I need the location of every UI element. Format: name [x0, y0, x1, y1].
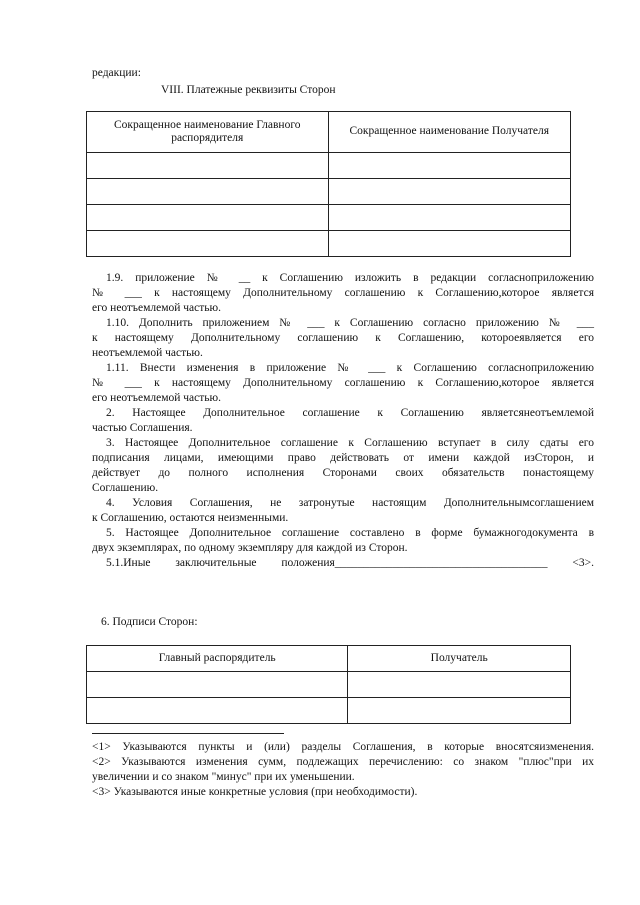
paragraph-1-11-line: 1.11. Внести изменения в приложение № ___ к Соглашению согласноприложению	[106, 362, 594, 374]
paragraph-3-line: 3. Настоящее Дополнительное соглашение к Соглашению вступает в силу сдаты его	[106, 437, 594, 449]
table-cell	[87, 231, 329, 257]
table-row	[87, 179, 571, 205]
paragraph-1-11-line: № ___ к настоящему Дополнительному соглашению к Соглашению,которое является	[92, 377, 594, 389]
table-cell	[348, 698, 571, 724]
paragraph-3-line: действует до полного исполнения Сторонами своих обязательств понастоящему	[92, 467, 594, 479]
paragraph-3-line: подписания лицами, имеющими право действовать от имени каждой изСторон, и	[92, 452, 594, 464]
footnote-2-continued: увеличении и со знаком "минус" при их уменьшении.	[92, 771, 355, 783]
table-cell	[348, 672, 571, 698]
table-cell	[87, 672, 348, 698]
footnote-separator	[92, 733, 284, 734]
footnote-1: <1> Указываются пункты и (или) разделы Соглашения, в которые вносятсяизменения.	[92, 741, 594, 753]
section-8-title: VIII. Платежные реквизиты Сторон	[161, 84, 336, 96]
table-cell	[87, 205, 329, 231]
paragraph-1-9-line: № ___ к настоящему Дополнительному соглашению к Соглашению,которое является	[92, 287, 594, 299]
table-row	[87, 672, 571, 698]
table-row	[87, 153, 571, 179]
paragraph-2-line: 2. Настоящее Дополнительное соглашение к Соглашению являетсянеотъемлемой	[106, 407, 594, 419]
top-fragment: редакции:	[92, 67, 141, 79]
table-row	[87, 698, 571, 724]
paragraph-5-line: двух экземплярах, по одному экземпляру для каждой из Сторон.	[92, 542, 408, 554]
header-chief-distributor: Главный распорядитель	[87, 646, 348, 672]
paragraph-3-line: Соглашению.	[92, 482, 159, 494]
section-6-title: 6. Подписи Сторон:	[101, 616, 198, 628]
footnote-3: <3> Указываются иные конкретные условия (при необходимости).	[92, 786, 418, 798]
paragraph-1-11-line: его неотъемлемой частью.	[92, 392, 221, 404]
table-row	[87, 231, 571, 257]
table-cell	[87, 179, 329, 205]
paragraph-4-line: 4. Условия Соглашения, не затронутые настоящим Дополнительнымсоглашением	[106, 497, 594, 509]
header-chief-distributor: Сокращенное наименование Главного распорядителя	[87, 112, 329, 153]
table-cell	[87, 698, 348, 724]
table-header-row	[87, 646, 571, 672]
header-recipient: Сокращенное наименование Получателя	[328, 112, 571, 153]
paragraph-1-9-line: 1.9. приложение № __ к Соглашению изложить в редакции согласноприложению	[106, 272, 594, 284]
paragraph-1-10-line: к настоящему Дополнительному соглашению к Соглашению, котороеявляется его	[92, 332, 594, 344]
paragraph-1-9-line: его неотъемлемой частью.	[92, 302, 221, 314]
table-cell	[328, 179, 571, 205]
table-cell	[87, 153, 329, 179]
paragraph-5-1-line: 5.1.Иные заключительные положения_____________________________________ <3>.	[106, 557, 594, 569]
table-header-row	[87, 112, 571, 153]
table-row	[87, 205, 571, 231]
header-recipient: Получатель	[348, 646, 571, 672]
paragraph-1-10-line: 1.10. Дополнить приложением № ___ к Соглашению согласно приложению № ___	[106, 317, 594, 329]
table-cell	[328, 153, 571, 179]
paragraph-1-10-line: неотъемлемой частью.	[92, 347, 203, 359]
paragraph-5-line: 5. Настоящее Дополнительное соглашение составлено в форме бумажногодокумента в	[106, 527, 594, 539]
signatures-table	[86, 645, 571, 724]
paragraph-4-line: к Соглашению, остаются неизменными.	[92, 512, 289, 524]
paragraph-2-line: частью Соглашения.	[92, 422, 193, 434]
footnote-2: <2> Указываются изменения сумм, подлежащих перечислению: со знаком "плюс"при их	[92, 756, 594, 768]
table-cell	[328, 205, 571, 231]
table-cell	[328, 231, 571, 257]
requisites-table	[86, 111, 571, 257]
